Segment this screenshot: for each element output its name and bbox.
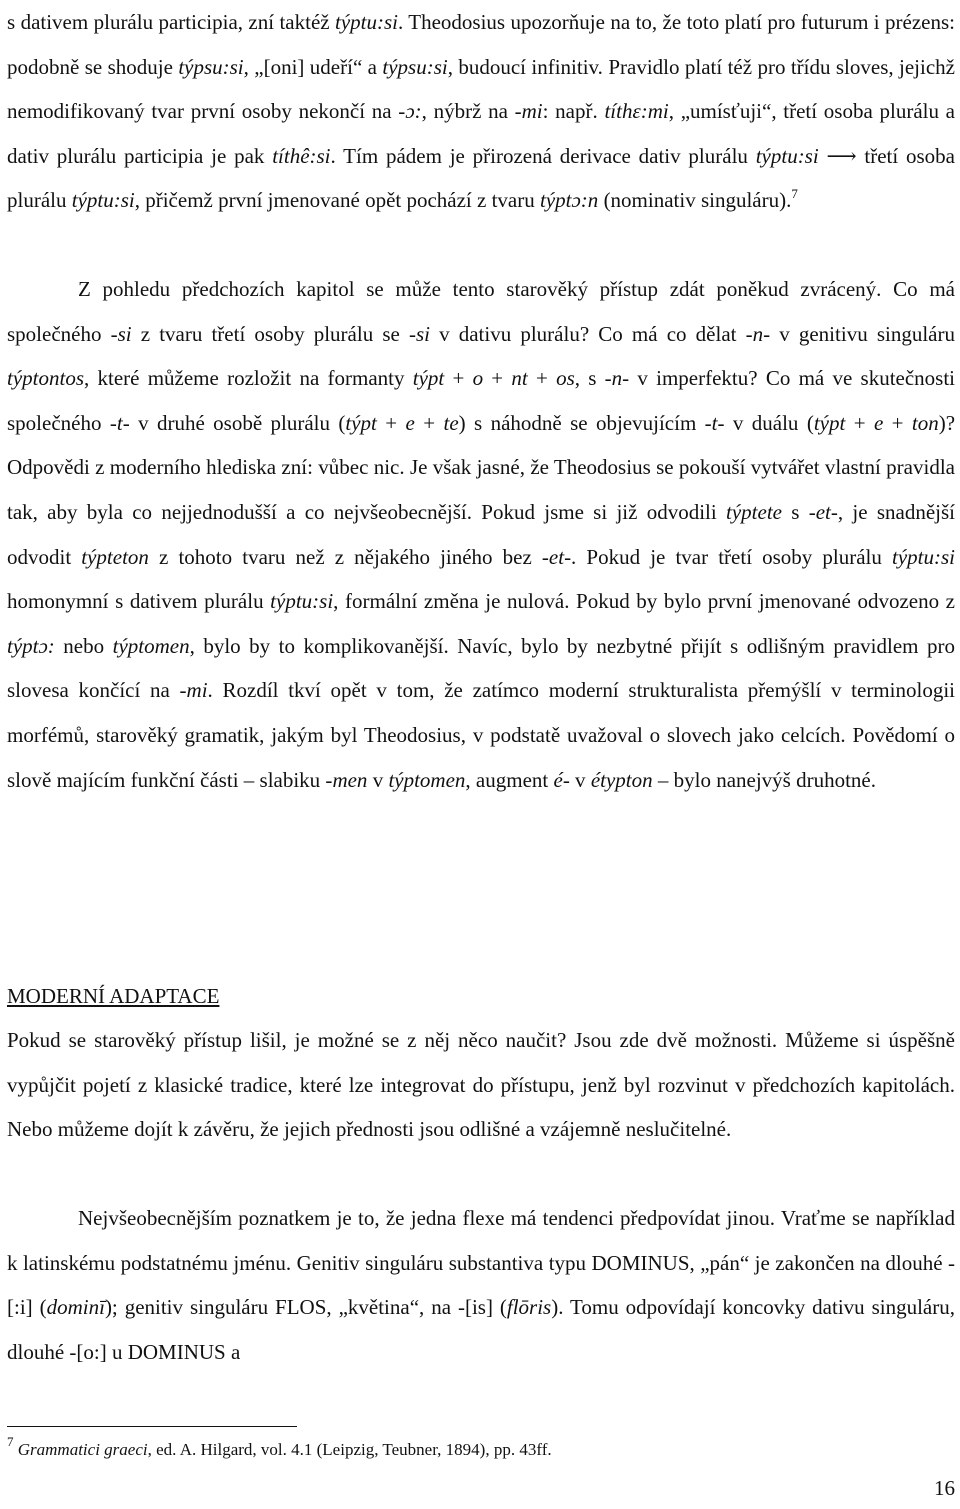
text-run: , „[oni] udeří“ a [243,54,383,79]
italic-term: títhɛ:mi [604,99,669,124]
text-run: , bylo by to komplikovanější. Navíc, bylo by nezbytné přijít s odlišným pravidlem pro slovesa končící na - [7,633,955,703]
italic-term: o [472,366,484,391]
italic-term: é [553,767,563,792]
text-run: - v druhé osobě plurálu ( [122,410,346,435]
paragraph-4 [7,1196,955,1374]
italic-term: e [405,410,415,435]
italic-term: ɔ: [405,99,422,124]
text-run: . Rozdíl tkví opět v tom, že zatímco moderní strukturalista přemýšlí v terminologii morfémů, starověký gramatik, jakým byl Theodosius, v podstatě uvažoval o slovech jako celcích. Povědomí o slově majícím funkční části – slabiku - [7,678,955,792]
text-run: , přičemž první jmenované opět pochází z tvaru [134,188,540,213]
text-run: - v duálu ( [717,410,814,435]
text-run: z tohoto tvaru než z nějakého jiného bez - [148,544,549,569]
italic-term: týpt [412,366,445,391]
italic-term: n [752,321,764,346]
text-run: + [376,410,406,435]
italic-term: te [443,410,459,435]
text-run: -, je snadnější odvodit [7,499,955,569]
italic-term: os [556,366,575,391]
italic-term: týptu:si [270,589,334,614]
footnote-reference: 7 [791,186,798,202]
text-run: . Tím pádem je přirozená derivace dativ plurálu [330,143,756,168]
page-number: 16 [934,1476,955,1500]
section-heading: MODERNÍ ADAPTACE [7,984,220,1008]
italic-term: t [711,410,718,435]
italic-term: si [117,321,132,346]
italic-term: Grammatici graeci [17,1440,148,1459]
text-run: , augment [465,767,554,792]
text-run: -. Pokud je tvar třetí osoby plurálu [564,544,892,569]
text-run: nebo [54,633,113,658]
text-run: , s - [574,366,612,391]
footnote-marker: 7 [7,1434,14,1449]
italic-term: týpsu:si [178,54,244,79]
text-run: ⟶ třetí osoba plurálu [7,143,955,213]
footnote-text [14,1440,552,1459]
italic-term: týpt [345,410,377,435]
italic-term: et [815,499,831,524]
paragraph-2 [7,267,955,802]
paragraph-3 [7,1018,955,1152]
italic-term: týptɔ: [7,633,55,658]
italic-term: týpsu:si [382,54,448,79]
text-run: , nýbrž na - [421,99,522,124]
italic-term: mi [521,99,543,124]
italic-term: dominī [46,1295,105,1320]
text-run: + [527,366,557,391]
text-run: Pokud se starověký přístup lišil, je možné se z něj něco naučit? Jsou zde dvě možnosti. Můžeme si úspěšně vypůjčit pojetí z klasické tradice, které lze integrovat do přístupu, jenž byl rozvinut v předchozích kapitolách. Nebo můžeme dojít k závěru, že jejich přednosti jsou odlišné a vzájemně neslučitelné. [7,1028,955,1142]
text-run: (nominativ singuláru). [598,188,792,213]
text-run: + [483,366,512,391]
text-run: , ed. A. Hilgard, vol. 4.1 (Leipzig, Teubner, 1894), pp. 43ff. [147,1440,552,1459]
italic-term: týptu:si [71,188,135,213]
text-run: + [444,366,473,391]
text-run: homonymní s dativem plurálu [7,589,271,614]
italic-term: t [116,410,123,435]
text-run: - v imperfektu? Co má ve skutečnosti společného - [7,366,956,435]
italic-term: si [415,321,430,346]
text-run: ). Tomu odpovídají koncovky dativu singuláru, dlouhé -[o:] u DOMINUS a [7,1295,955,1364]
text-run: ) s náhodně se objevujícím - [458,410,712,435]
italic-term: nt [511,366,528,391]
italic-term: n [611,366,623,391]
italic-term: e [873,410,884,435]
italic-term: týptu:si [892,544,955,569]
text-run: Nejvšeobecnějším poznatkem je to, že jedna flexe má tendenci předpovídat jinou. Vraťme se například k latinskému podstatnému jménu. Genitiv singuláru substantiva typu DOMINUS, „pán“ je zakončen na dlouhé -[:i] ( [7,1206,955,1320]
text-run: - v [562,767,591,792]
text-run: z tvaru třetí osoby plurálu se - [131,321,416,346]
italic-term: flōris [506,1295,552,1320]
text-run: s dativem plurálu participia, zní taktéž [7,10,335,34]
italic-term: týptomen [388,767,466,792]
text-run: – bylo nanejvýš druhotné. [652,767,877,792]
text-run: : např. [542,99,605,124]
text-run: s - [781,499,816,524]
text-run: + [845,410,874,435]
text-run: ); genitiv singuláru FLOS, „květina“, na -[is] ( [104,1295,507,1320]
text-run: + [414,410,444,435]
italic-term: men [332,767,368,792]
italic-term: týptu:si [335,10,398,34]
text-run: v [367,767,389,792]
text-run: - v genitivu singuláru [763,321,955,346]
footnote-separator [7,1426,297,1427]
text-run: v dativu plurálu? Co má co dělat - [429,321,753,346]
italic-term: týpt [813,410,846,435]
italic-term: títhê:si [272,143,331,168]
italic-term: týptete [726,499,782,524]
italic-term: et [548,544,565,569]
italic-term: týptɔ:n [540,188,599,213]
italic-term: týptontos [7,366,84,391]
text-run: )? Odpovědi z moderního hlediska zní: vůbec nic. Je však jasné, že Theodosius se pokouší vytvářet vlastní pravidla tak, aby byla co nejjednodušší a co nejvšeobecnější. Pokud jsme si již odvodili [7,410,956,524]
italic-term: týptu:si [755,143,819,168]
italic-term: týpteton [81,544,149,569]
italic-term: ton [911,410,939,435]
text-run: , formální změna je nulová. Pokud by bylo první jmenované odvozeno z [333,589,955,614]
text-run: + [883,410,912,435]
italic-term: étypton [590,767,653,792]
text-run: . Theodosius upozorňuje na to, že toto platí pro futurum i prézens: podobně se shoduje [7,10,955,79]
text-run: Z pohledu předchozích kapitol se může tento starověký přístup zdát poněkud zvrácený. Co má společného - [7,277,955,346]
text-run: , budoucí infinitiv. Pravidlo platí též pro třídu sloves, jejichž nemodifikovaný tvar první osoby nekončí na - [7,54,955,124]
italic-term: týptomen [112,633,190,658]
paragraph-1 [7,0,955,223]
italic-term: mi [186,678,208,703]
text-run: , které můžeme rozložit na formanty [84,366,413,391]
footnote [7,1434,955,1462]
text-run: , „umísťuji“, třetí osoba plurálu a dativ plurálu participia je pak [7,99,955,168]
